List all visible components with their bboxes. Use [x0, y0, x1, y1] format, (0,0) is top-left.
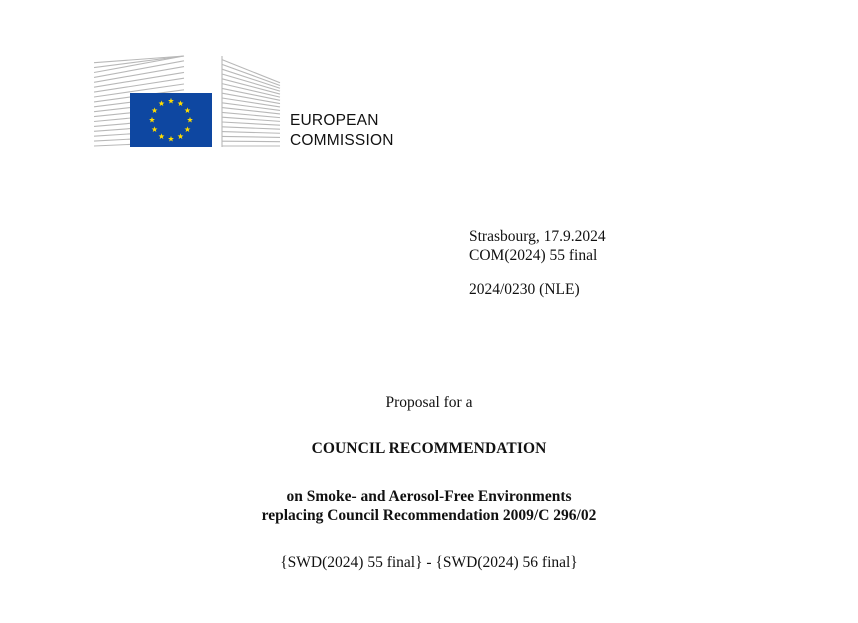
subject-line2: replacing Council Recommendation 2009/C 296/02 [261, 507, 597, 524]
document-title: COUNCIL RECOMMENDATION [311, 440, 547, 457]
document-subject [0, 487, 858, 525]
organisation-name-line2: COMMISSION [290, 132, 394, 149]
subject-line1: on Smoke- and Aerosol-Free Environments [286, 488, 572, 505]
european-commission-logo [94, 54, 284, 150]
procedure-number: 2024/0230 (NLE) [469, 281, 580, 298]
organisation-name-line1: EUROPEAN [290, 112, 379, 129]
proposal-intro: Proposal for a [385, 394, 473, 411]
document-metadata [469, 227, 606, 299]
organisation-name [290, 111, 394, 151]
place-date: Strasbourg, 17.9.2024 [469, 228, 606, 245]
staff-working-document-references: {SWD(2024) 55 final} - {SWD(2024) 56 final} [280, 554, 578, 571]
document-number: COM(2024) 55 final [469, 247, 598, 264]
building-right-icon [222, 56, 280, 147]
